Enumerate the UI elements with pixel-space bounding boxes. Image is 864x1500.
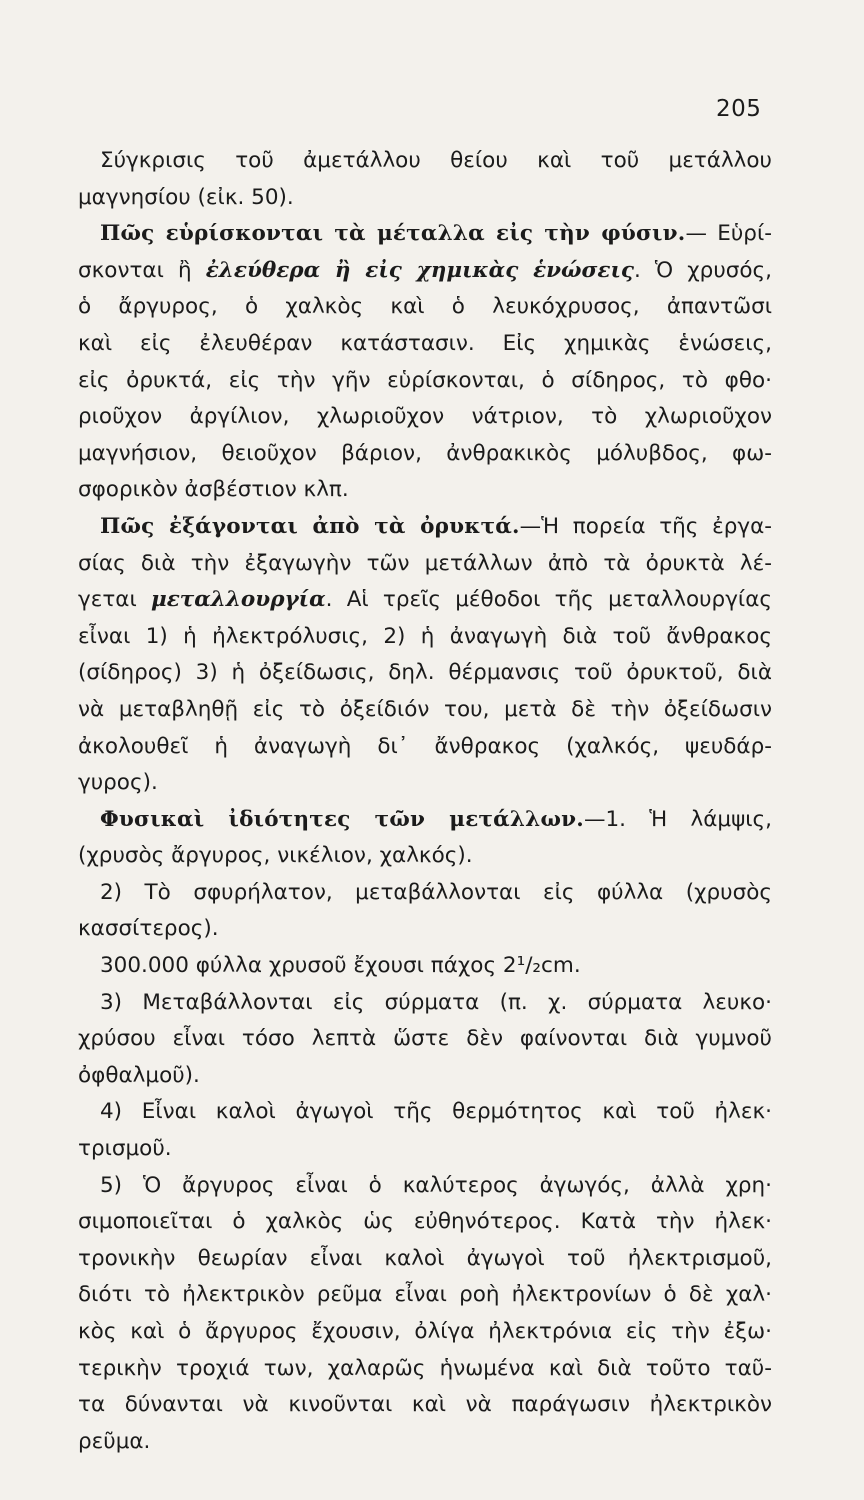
text-line xyxy=(78,985,772,1022)
text-line xyxy=(78,655,772,692)
line-text: σκονται ἢ xyxy=(78,257,206,283)
text-line xyxy=(78,253,772,290)
text-line xyxy=(78,1204,772,1241)
line-text: — Εὑρί- xyxy=(685,221,772,247)
line-text: 2) Τὸ σφυρήλατον, μεταβάλλονται εἰς φύλλα (χρυσὸς xyxy=(100,879,772,905)
line-text: νὰ μεταβληθῇ εἰς τὸ ὀξείδιόν του, μετὰ δὲ τὴν ὀξείδωσιν xyxy=(78,696,772,722)
text-line xyxy=(78,1058,772,1095)
line-text: κασσίτερος). xyxy=(78,916,219,942)
text-line xyxy=(78,546,772,583)
line-text: διότι τὸ ἠλεκτρικὸν ρεῦμα εἶναι ροὴ ἠλεκτρονίων ὁ δὲ χαλ· xyxy=(78,1282,772,1308)
text-line xyxy=(78,399,772,436)
line-text: μαγνήσιον, θειοῦχον βάριον, ἀνθρακικὸς μόλυβδος, φω- xyxy=(78,440,772,466)
text-line xyxy=(78,802,772,839)
section-heading: Πῶς εὑρίσκονται τὰ μέταλλα εἰς τὴν φύσιν. xyxy=(100,221,686,247)
line-text: εἰς ὀρυκτά, εἰς τὴν γῆν εὑρίσκονται, ὁ σίδηρος, τὸ φθο· xyxy=(78,367,772,393)
text-line xyxy=(78,1351,772,1388)
section-heading: Φυσικαὶ ἰδιότητες τῶν μετάλλων. xyxy=(100,806,584,832)
section-heading: Πῶς ἐξάγονται ἀπὸ τὰ ὀρυκτά. xyxy=(100,513,520,539)
text-line xyxy=(78,1094,772,1131)
page-number: 205 xyxy=(716,96,762,122)
line-text: σφορικὸν ἀσβέστιον κλπ. xyxy=(78,477,349,503)
line-text: ὀφθαλμοῦ). xyxy=(78,1062,200,1088)
text-line xyxy=(78,582,772,619)
text-line xyxy=(78,363,772,400)
text-line xyxy=(78,729,772,766)
line-text: χρύσου εἶναι τόσο λεπτὰ ὥστε δὲν φαίνονται διὰ γυμνοῦ xyxy=(78,1026,772,1052)
line-text: εἶναι 1) ἡ ἠλεκτρόλυσις, 2) ἡ ἀναγωγὴ διὰ τοῦ ἄνθρακος xyxy=(78,623,772,649)
line-text: —Ἡ πορεία τῆς ἐργα- xyxy=(519,513,772,539)
text-line xyxy=(78,326,772,363)
line-text: σίας διὰ τὴν ἐξαγωγὴν τῶν μετάλλων ἀπὸ τὰ ὀρυκτὰ λέ- xyxy=(78,550,772,576)
text-line xyxy=(78,911,772,948)
text-line xyxy=(78,692,772,729)
line-text: τερικὴν τροχιά των, χαλαρῶς ἡνωμένα καὶ διὰ τοῦτο ταῦ- xyxy=(78,1355,772,1381)
text-line xyxy=(78,1314,772,1351)
line-text: γυρος). xyxy=(78,770,158,796)
body-text xyxy=(78,143,772,1460)
line-text: (σίδηρος) 3) ἡ ὀξείδωσις, δηλ. θέρμανσις τοῦ ὀρυκτοῦ, διὰ xyxy=(78,660,772,686)
emphasized-term: ἐλεύθερα ἢ εἰς χημικὰς ἑνώσεις xyxy=(205,257,634,283)
text-line xyxy=(78,1387,772,1424)
text-line xyxy=(78,875,772,912)
line-text: κὸς καὶ ὁ ἄργυρος ἔχουσιν, ὀλίγα ἠλεκτρόνια εἰς τὴν ἐξω· xyxy=(78,1319,772,1344)
line-text: 300.000 φύλλα χρυσοῦ ἔχουσι πάχος 2¹/₂cm. xyxy=(100,953,581,979)
text-line xyxy=(78,1424,772,1461)
text-line xyxy=(78,1021,772,1058)
text-line xyxy=(78,436,772,473)
line-text: ἀκολουθεῖ ἡ ἀναγωγὴ δι᾿ ἄνθρακος (χαλκός, ψευδάρ- xyxy=(78,733,772,759)
text-line xyxy=(78,1168,772,1205)
text-line xyxy=(78,1131,772,1168)
line-text: καὶ εἰς ἐλευθέραν κατάστασιν. Εἰς χημικὰς ἑνώσεις, xyxy=(78,330,772,356)
text-line xyxy=(78,216,772,253)
line-text: γεται xyxy=(78,587,151,613)
text-line xyxy=(78,619,772,656)
text-line xyxy=(78,948,772,985)
line-text: —1. Ἡ λάμψις, xyxy=(583,806,772,832)
text-line xyxy=(78,472,772,509)
text-line xyxy=(78,838,772,875)
text-line xyxy=(78,509,772,546)
text-line xyxy=(78,180,772,217)
line-text: Σύγκρισις τοῦ ἀμετάλλου θείου καὶ τοῦ μετάλλου xyxy=(100,148,772,173)
line-text: τρονικὴν θεωρίαν εἶναι καλοὶ ἀγωγοὶ τοῦ ἠλεκτρισμοῦ, xyxy=(78,1245,772,1271)
text-line xyxy=(78,1241,772,1278)
text-line xyxy=(78,1277,772,1314)
line-text: μαγνησίου (εἰκ. 50). xyxy=(78,184,294,210)
line-text: (χρυσὸς ἄργυρος, νικέλιον, χαλκός). xyxy=(78,843,473,869)
text-line xyxy=(78,143,772,180)
line-text: σιμοποιεῖται ὁ χαλκὸς ὡς εὐθηνότερος. Κατὰ τὴν ἠλεκ· xyxy=(78,1209,772,1235)
line-text: τα δύνανται νὰ κινοῦνται καὶ νὰ παράγωσιν ἠλεκτρικὸν xyxy=(78,1392,772,1418)
line-text: τρισμοῦ. xyxy=(78,1136,172,1162)
line-text: ὁ ἄργυρος, ὁ χαλκὸς καὶ ὁ λευκόχρυσος, ἀπαντῶσι xyxy=(78,294,772,320)
text-line xyxy=(78,289,772,326)
text-line xyxy=(78,765,772,802)
line-text: 5) Ὁ ἄργυρος εἶναι ὁ καλύτερος ἀγωγός, ἀλλὰ χρη· xyxy=(100,1172,772,1198)
line-text-tail: . Αἱ τρεῖς μέθοδοι τῆς μεταλλουργίας xyxy=(325,587,772,613)
line-text-tail: . Ὁ χρυσός, xyxy=(633,257,773,283)
emphasized-term: μεταλλουργία xyxy=(150,587,326,613)
line-text: 4) Εἶναι καλοὶ ἀγωγοὶ τῆς θερμότητος καὶ τοῦ ἠλεκ· xyxy=(100,1099,772,1125)
line-text: ρεῦμα. xyxy=(78,1428,151,1454)
line-text: 3) Μεταβάλλονται εἰς σύρματα (π. χ. σύρματα λευκο· xyxy=(100,989,772,1015)
line-text: ριοῦχον ἀργίλιον, χλωριοῦχον νάτριον, τὸ χλωριοῦχον xyxy=(78,404,772,430)
